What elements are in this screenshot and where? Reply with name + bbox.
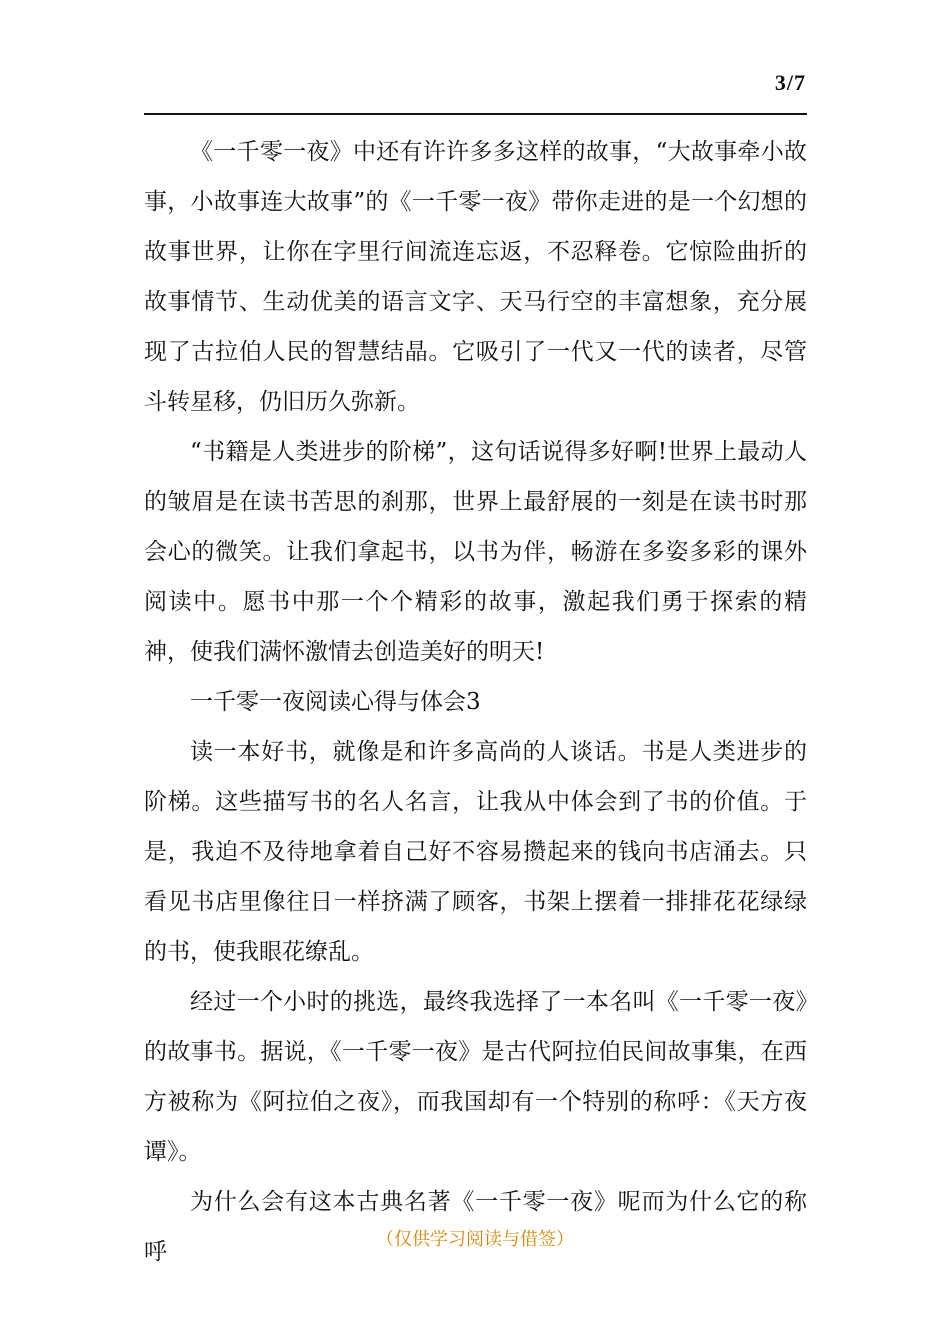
page-number: 3/7 bbox=[774, 70, 806, 95]
section-heading: 一千零一夜阅读心得与体会3 bbox=[190, 689, 481, 715]
paragraph: 为什么会有这本古典名著《一千零一夜》呢而为什么它的称呼 bbox=[144, 1189, 807, 1265]
document-body bbox=[144, 127, 807, 1277]
paragraph: 《一千零一夜》中还有许许多多这样的故事，“大故事牵小故事，小故事连大故事”的《一千零一夜》带你走进的是一个幻想的故事世界，让你在字里行间流连忘返，不忍释卷。它惊险曲折的故事情节、生动优美的语言文字、天马行空的丰富想象，充分展现了古拉伯人民的智慧结晶。它吸引了一代又一代的读者，尽管斗转星移，仍旧历久弥新。 bbox=[144, 139, 807, 415]
paragraph: “书籍是人类进步的阶梯”，这句话说得多好啊!世界上最动人的皱眉是在读书苦思的刹那，世界上最舒展的一刻是在读书时那会心的微笑。让我们拿起书，以书为伴，畅游在多姿多彩的课外阅读中。愿书中那一个个精彩的故事，激起我们勇于探索的精神，使我们满怀激情去创造美好的明天! bbox=[144, 439, 807, 665]
header-divider bbox=[144, 113, 807, 115]
paragraph: 经过一个小时的挑选，最终我选择了一本名叫《一千零一夜》的故事书。据说，《一千零一夜》是古代阿拉伯民间故事集，在西方被称为《阿拉伯之夜》，而我国却有一个特别的称呼：《天方夜谭》。 bbox=[144, 989, 807, 1165]
footer-disclaimer: （仅供学习阅读与借签） bbox=[376, 1229, 574, 1250]
paragraph: 读一本好书，就像是和许多高尚的人谈话。书是人类进步的阶梯。这些描写书的名人名言，让我从中体会到了书的价值。于是，我迫不及待地拿着自己好不容易攒起来的钱向书店涌去。只看见书店里像往日一样挤满了顾客，书架上摆着一排排花花绿绿的书，使我眼花缭乱。 bbox=[144, 739, 807, 965]
